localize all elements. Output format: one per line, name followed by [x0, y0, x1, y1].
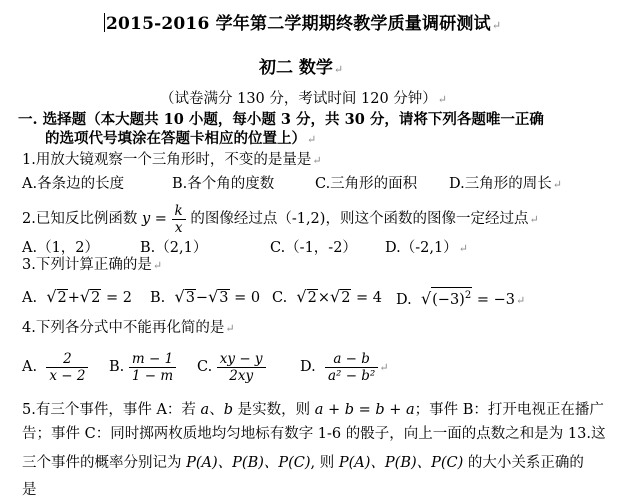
paragraph-mark-icon: ↵ — [152, 259, 163, 272]
paragraph-mark-icon: ↵ — [437, 93, 448, 106]
paragraph-mark-icon: ↵ — [312, 154, 322, 167]
question-4-stem: 4.下列各分式中不能再化简的是↵ — [22, 320, 235, 336]
paragraph-mark-icon: ↵ — [491, 19, 502, 32]
paragraph-mark-icon: ↵ — [529, 213, 539, 226]
paragraph-mark-icon: ↵ — [333, 63, 344, 76]
section-heading-line1: 一. 选择题（本大题共 10 小题，每小题 3 分，共 30 分，请将下列各题唯一正确 — [18, 111, 544, 128]
q3-option-c: C. √2×√2 = 4 — [272, 287, 383, 306]
q1-option-b: B.各个角的度数 — [172, 176, 275, 192]
exam-title: 2015-2016 学年第二学期期终教学质量调研测试↵ — [106, 14, 502, 34]
q1-option-d: D.三角形的周长↵ — [449, 176, 562, 192]
question-3-stem: 3.下列计算正确的是↵ — [22, 257, 163, 273]
q1-option-c: C.三角形的面积 — [315, 176, 418, 192]
fraction-k-over-x: $\frac{k}{x}$ — [172, 203, 186, 236]
q4-option-b: B. $\frac{m - 1}{1 - m}$ — [109, 348, 176, 386]
fraction: $\frac{a - b}{\text{a² − b²}}$ — [325, 351, 378, 384]
text-cursor — [104, 13, 105, 32]
fraction: $\frac{xy - y}{2xy}$ — [217, 351, 266, 384]
q4-option-a: A. $\frac{2}{x - 2}$ — [22, 348, 88, 386]
q3-option-d: D. $√(-3)^2$ = −3↵ — [396, 288, 526, 308]
paragraph-mark-icon: ↵ — [307, 133, 317, 146]
q4-option-c: C. $\frac{xy - y}{2xy}$ — [197, 348, 266, 386]
q3-option-b: B. √3−√3 = 0 — [150, 287, 261, 306]
fraction: $\frac{m - 1}{1 - m}$ — [129, 351, 176, 384]
paragraph-mark-icon: ↵ — [225, 322, 235, 335]
q2-option-d: D.（-2,1）↵ — [385, 240, 468, 256]
q2-option-b: B.（2,1） — [140, 240, 208, 256]
question-1-stem: 1.用放大镜观察一个三角形时，不变的是量是↵ — [22, 152, 322, 168]
fraction: $\frac{2}{x - 2}$ — [46, 351, 88, 384]
paragraph-mark-icon: ↵ — [458, 242, 468, 255]
section-heading-line2: 的选项代号填涂在答题卡相应的位置上）↵ — [45, 130, 317, 147]
q2-option-c: C.（-1，-2） — [270, 240, 357, 256]
question-5-line1: 5.有三个事件，事件 A：若 a、b 是实数，则 a + b = b + a；事件 B：打开电视正在播广 — [22, 402, 604, 418]
q2-option-a: A.（1，2） — [22, 240, 100, 256]
exam-info: （试卷满分 130 分，考试时间 120 分钟）↵ — [160, 91, 448, 107]
paragraph-mark-icon: ↵ — [515, 293, 526, 307]
paragraph-mark-icon: ↵ — [552, 178, 562, 191]
q3-option-a: A. √2+√2 = 2 — [22, 287, 132, 306]
question-2-stem: 2.已知反比例函数 y = $\frac{k}{x}$ 的图像经过点（-1,2)，则这个函数的图像一定经过点↵ — [22, 202, 539, 236]
question-5-line4: 是 — [22, 482, 37, 498]
question-5-line3: 三个事件的概率分别记为 P(A)、P(B)、P(C), 则 P(A)、P(B)、P(C) 的大小关系正确的 — [22, 455, 584, 471]
question-5-line2: 告；事件 C：同时掷两枚质地均匀地标有数字 1-6 的骰子，向上一面的点数之和是为 13.这 — [22, 426, 606, 442]
paragraph-mark-icon: ↵ — [379, 361, 389, 374]
exam-subtitle: 初二 数学↵ — [259, 58, 344, 78]
q1-option-a: A.各条边的长度 — [22, 176, 125, 192]
q4-option-d: D. $\frac{a - b}{\text{a² − b²}}$ ↵ — [300, 350, 389, 384]
